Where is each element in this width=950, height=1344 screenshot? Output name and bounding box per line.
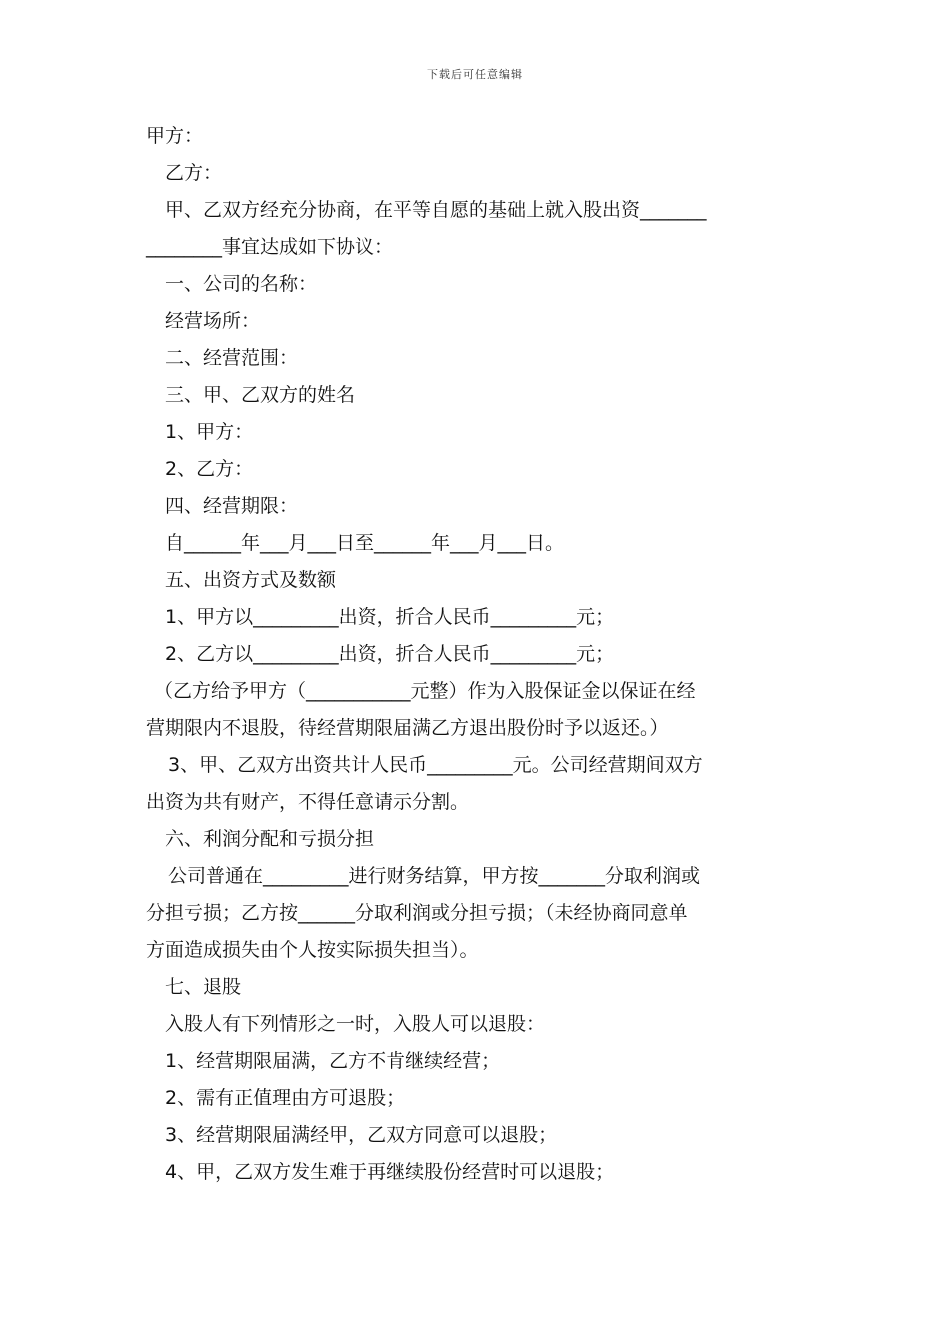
- intro-line-1: 甲、乙双方经充分协商，在平等自愿的基础上就入股出资_______: [165, 199, 707, 221]
- page-header: 下载后可任意编辑: [427, 68, 523, 81]
- withdrawal-item-1: 1、经营期限届满，乙方不肯继续经营；: [165, 1050, 501, 1072]
- deposit-line-1: （乙方给予甲方（___________元整）作为入股保证金以保证在经: [154, 680, 696, 702]
- party-a-name: 1、甲方：: [165, 421, 254, 443]
- section-4-heading: 四、经营期限：: [165, 495, 299, 517]
- party-a-contribution: 1、甲方以_________出资，折合人民币_________元；: [165, 606, 615, 628]
- party-b-name: 2、乙方：: [165, 458, 254, 480]
- section-5-heading: 五、出资方式及数额: [165, 569, 337, 591]
- section-3-heading: 三、甲、乙双方的姓名: [165, 384, 356, 406]
- party-b-line: 乙方：: [165, 162, 223, 184]
- withdrawal-item-4: 4、甲，乙双方发生难于再继续股份经营时可以退股；: [165, 1161, 615, 1183]
- deposit-line-2: 营期限内不退股，待经营期限届满乙方退出股份时予以返还。）: [146, 717, 669, 739]
- section-6-heading: 六、利润分配和亏损分担: [165, 828, 375, 850]
- section-7-heading: 七、退股: [165, 976, 242, 998]
- term-dates: 自______年___月___日至______年___月___日。: [165, 532, 565, 554]
- party-b-contribution: 2、乙方以_________出资，折合人民币_________元；: [165, 643, 615, 665]
- profit-line-3: 方面造成损失由个人按实际损失担当）。: [146, 939, 479, 961]
- profit-line-1: 公司普通在_________进行财务结算，甲方按_______分取利润或: [168, 865, 701, 887]
- business-address: 经营场所：: [165, 310, 261, 332]
- total-contribution-line-1: 3、甲、乙双方出资共计人民币_________元。公司经营期间双方: [168, 754, 703, 776]
- intro-line-2: ________事宜达成如下协议：: [146, 236, 394, 258]
- document-body: [146, 118, 810, 1191]
- section-1-heading: 一、公司的名称：: [165, 273, 318, 295]
- profit-line-2: 分担亏损；乙方按______分取利润或分担亏损；（未经协商同意单: [146, 902, 688, 924]
- withdrawal-item-2: 2、需有正值理由方可退股；: [165, 1087, 406, 1109]
- withdrawal-intro: 入股人有下列情形之一时，入股人可以退股：: [165, 1013, 546, 1035]
- total-contribution-line-2: 出资为共有财产，不得任意请示分割。: [146, 791, 470, 813]
- section-2-heading: 二、经营范围：: [165, 347, 299, 369]
- party-a-line: 甲方：: [146, 125, 204, 147]
- withdrawal-item-3: 3、经营期限届满经甲，乙双方同意可以退股；: [165, 1124, 558, 1146]
